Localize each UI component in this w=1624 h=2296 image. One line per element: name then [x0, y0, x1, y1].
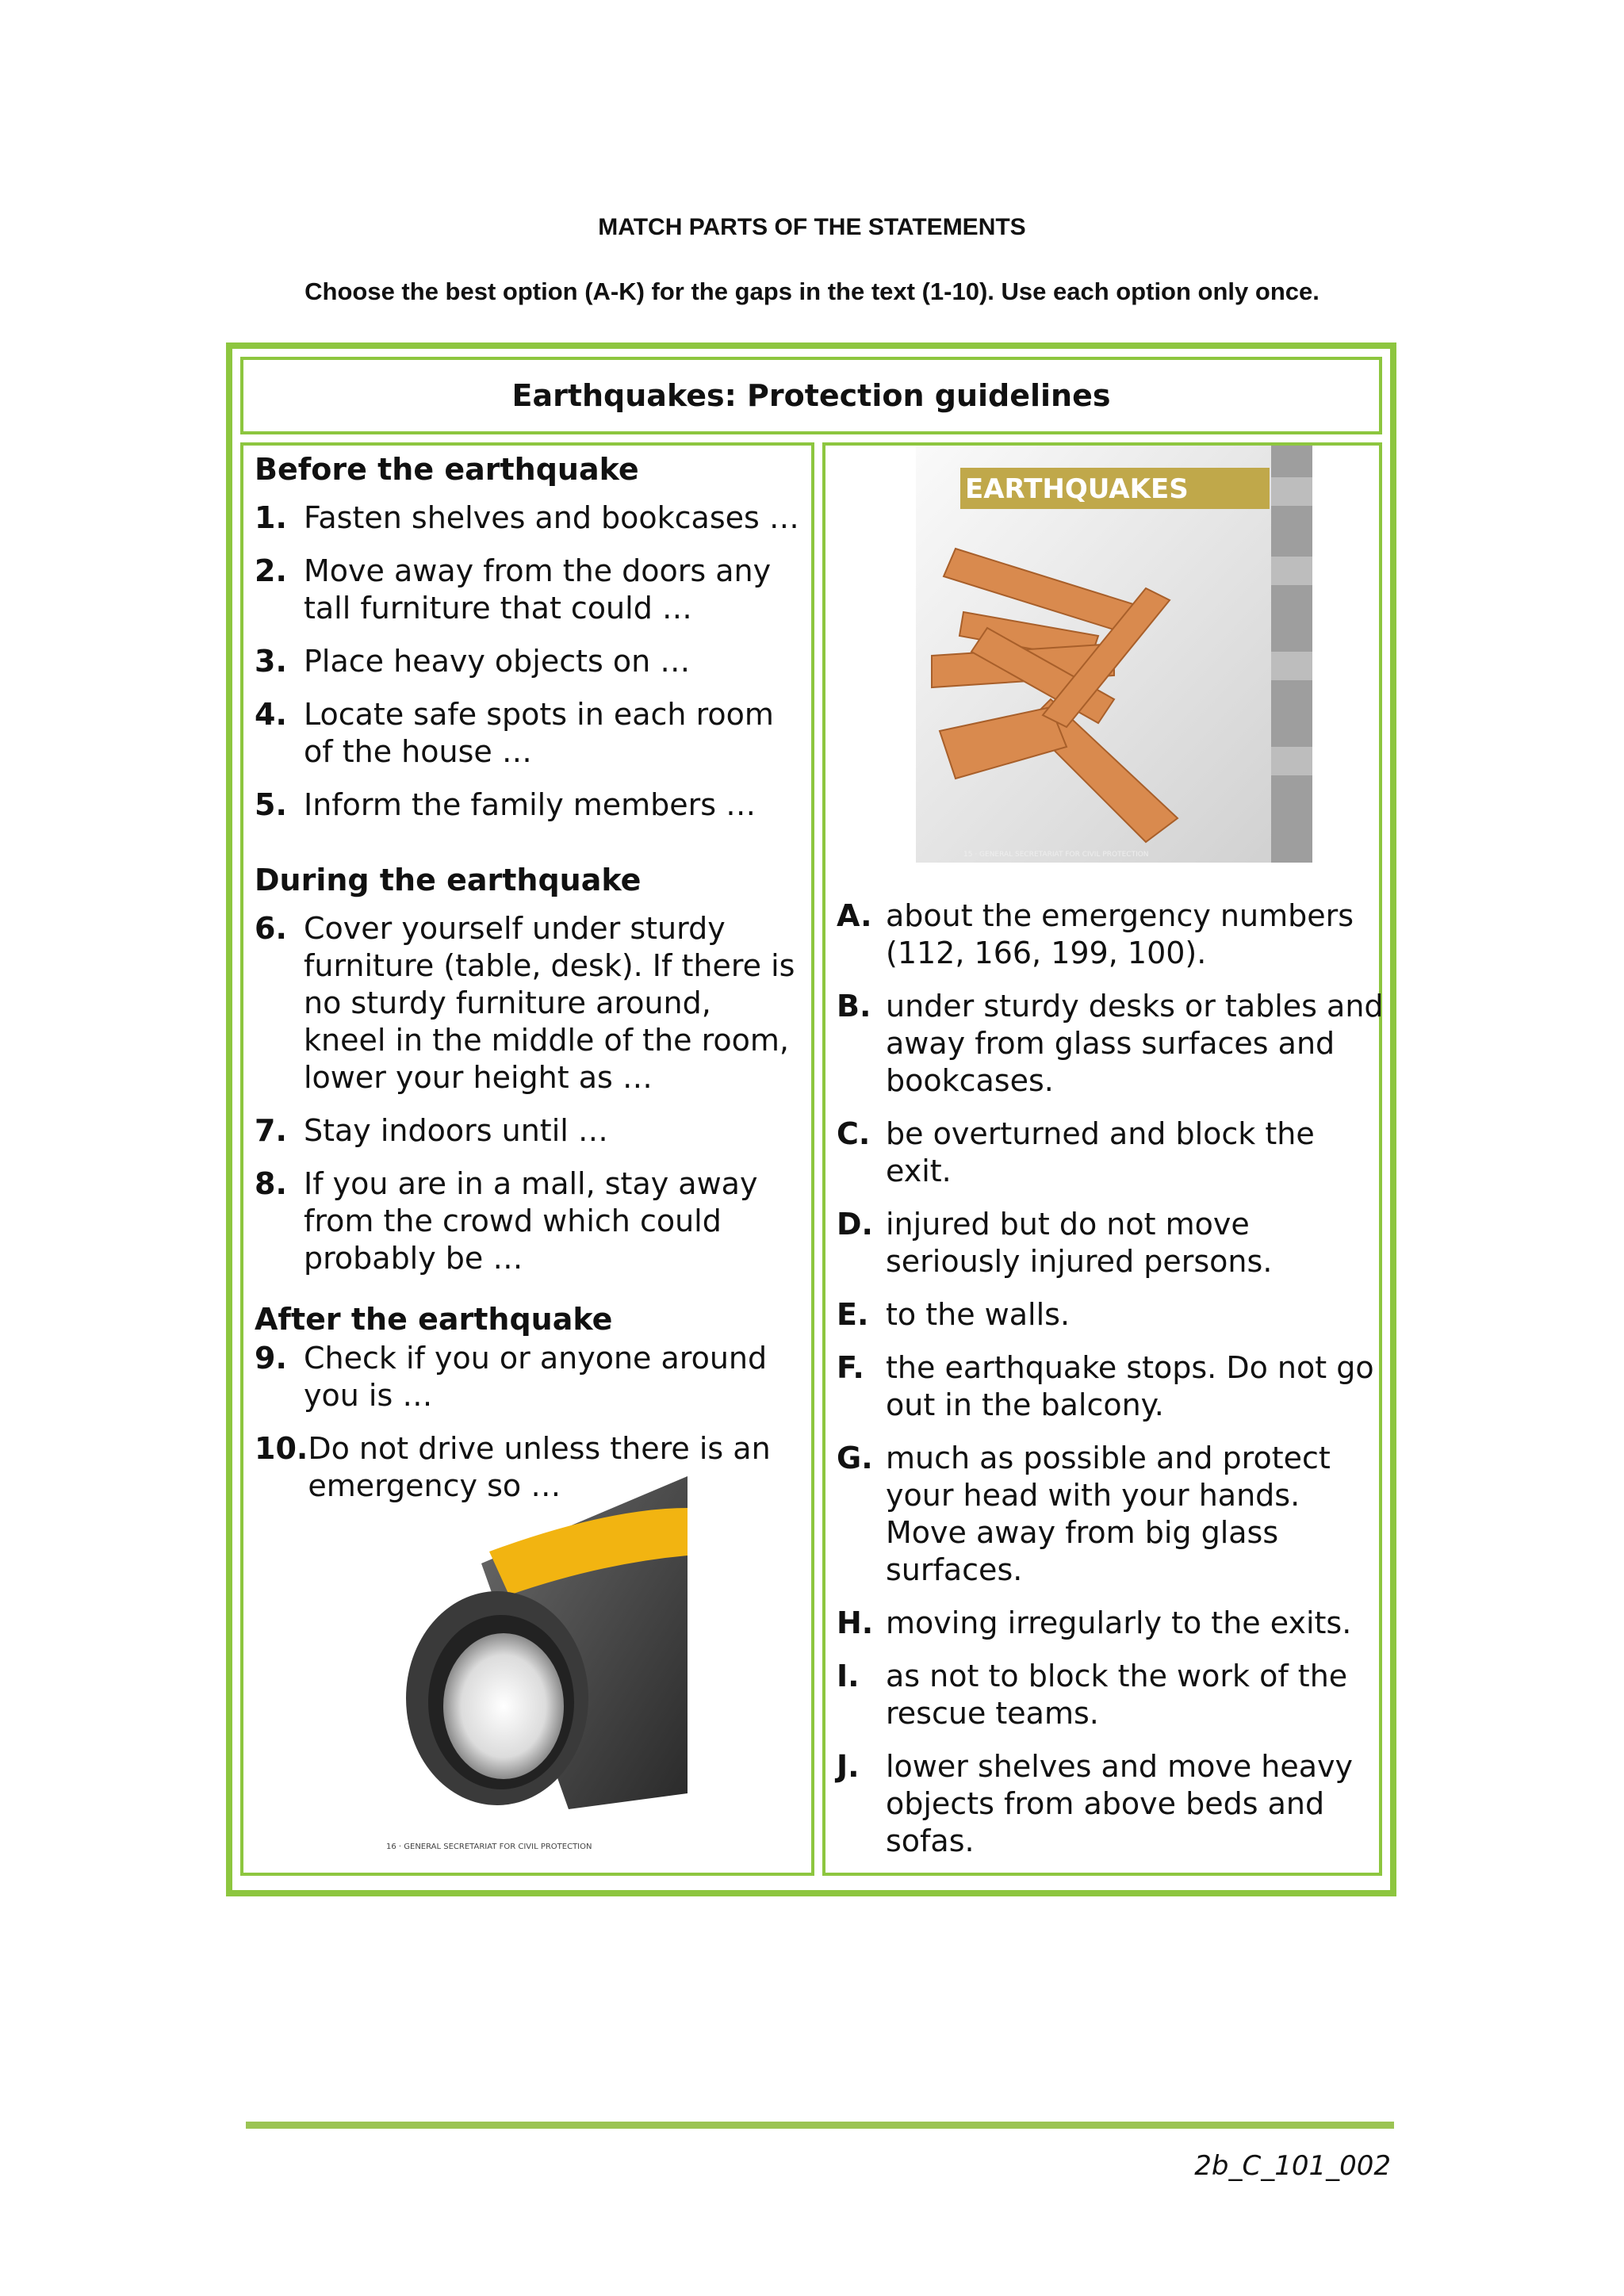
svg-text:15 · GENERAL SECRETARIAT FOR C: 15 · GENERAL SECRETARIAT FOR CIVIL PROTECTION — [963, 851, 1149, 859]
list-item: C. be overturned and block the exit. — [837, 1116, 1315, 1188]
list-item: 3. Place heavy objects on … — [255, 644, 691, 679]
list-item: 2. Move away from the doors any tall furniture that could … — [255, 553, 772, 626]
list-item: 8. If you are in a mall, stay away from the crowd which could probably be … — [255, 1166, 758, 1276]
document-code: 2b_C_101_002 — [1194, 2150, 1391, 2182]
page-title: MATCH PARTS OF THE STATEMENTS — [598, 214, 1026, 240]
statements-column — [240, 442, 814, 1876]
earthquake-blocks-image — [916, 446, 1312, 863]
list-item: E. to the walls. — [837, 1297, 1071, 1332]
list-item: 7. Stay indoors until … — [255, 1113, 608, 1148]
before-list — [255, 499, 802, 840]
list-item: 4. Locate safe spots in each room of the house … — [255, 697, 774, 769]
flashlight-image — [370, 1476, 688, 1873]
image-label: EARTHQUAKES — [965, 473, 1189, 505]
list-item: F. the earthquake stops. Do not go out in the balcony. — [837, 1350, 1374, 1422]
list-item: G. much as possible and protect your head with your hands. Move away from big glass surfaces. — [837, 1441, 1331, 1587]
list-item: 6. Cover yourself under sturdy furniture (table, desk). If there is no sturdy furniture around, kneel in the middle of the room, lower your height as … — [255, 911, 795, 1095]
list-item: 10. Do not drive unless there is an emergency so … — [255, 1431, 771, 1503]
section-after-heading: After the earthquake — [255, 1302, 613, 1337]
list-item: A. about the emergency numbers (112, 166, 199, 100). — [837, 898, 1354, 970]
options-list — [837, 897, 1384, 1876]
list-item: J. lower shelves and move heavy objects from above beds and sofas. — [837, 1749, 1354, 1858]
guidelines-box — [226, 342, 1396, 1896]
section-before-heading: Before the earthquake — [255, 452, 639, 487]
list-item: 5. Inform the family members … — [255, 787, 756, 822]
svg-text:16 · GENERAL SECRETARIAT FOR C: 16 · GENERAL SECRETARIAT FOR CIVIL PROTECTION — [386, 1843, 592, 1851]
list-item: 9. Check if you or anyone around you is … — [255, 1341, 768, 1413]
list-item: H. moving irregularly to the exits. — [837, 1605, 1352, 1640]
list-item: 1. Fasten shelves and bookcases … — [255, 500, 799, 535]
list-item: I. as not to block the work of the rescue teams. — [837, 1659, 1348, 1731]
options-column — [822, 442, 1382, 1876]
list-item: B. under sturdy desks or tables and away from glass surfaces and bookcases. — [837, 989, 1384, 1098]
instructions: Choose the best option (A-K) for the gaps in the text (1-10). Use each option only once. — [304, 277, 1320, 305]
footer-rule — [246, 2122, 1394, 2129]
box-heading: Earthquakes: Protection guidelines — [240, 357, 1382, 434]
during-list — [255, 910, 802, 1293]
section-during-heading: During the earthquake — [255, 863, 642, 897]
list-item: D. injured but do not move seriously injured persons. — [837, 1207, 1273, 1279]
